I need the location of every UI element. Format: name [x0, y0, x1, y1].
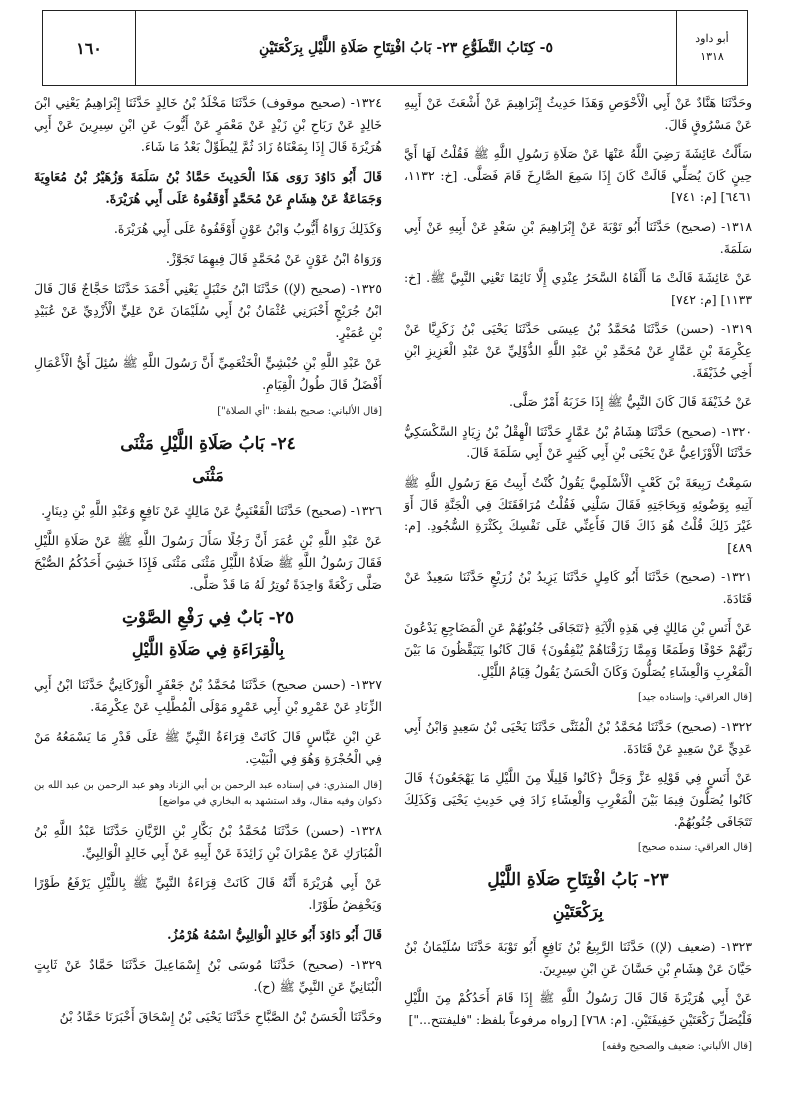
grading-note: [قال العراقي: وإسناده جيد] — [637, 692, 752, 704]
hadith-isnad: ١٣٢٧- (حسن صحيح) حَدَّثَنَا مُحَمَّدُ بْنُ جَعْفَرٍ الْوَرْكَانِيُّ حَدَّثَنَا ابْنُ أَبِي الزِّنَادِ عَنْ عَمْرِو بْنِ أَبِي عَمْرٍو مَوْلَى الْمُطَّلِبِ عَنْ عِكْرِمَةَ. — [34, 677, 382, 714]
author-comment: قَالَ أَبُو دَاوُدَ أَبُو خَالِدٍ الْوَالِبِيُّ اسْمُهُ هُرْمُزُ. — [167, 927, 382, 942]
hadith-text: عَنْ أَنَسٍ فِي قَوْلِهِ عَزَّ وَجَلَّ ﴿كَانُوا قَلِيلًا مِنَ اللَّيْلِ مَا يَهْجَعُونَ﴾ قَالَ كَانُوا يُصَلُّونَ فِيمَا بَيْنَ الْمَغْرِبِ وَالْعِشَاءِ زَادَ فِي حَدِيثِ يَحْيَى وَكَذَلِكَ تَتَجَافَى جُنُوبُهُمْ. — [404, 770, 752, 829]
hadith-isnad: ١٣٢١- (صحيح) حَدَّثَنَا أَبُو كَامِلٍ حَدَّثَنَا يَزِيدُ بْنُ زُرَيْعٍ حَدَّثَنَا سَعِيدٌ عَنْ قَتَادَةَ. — [404, 569, 752, 606]
hadith-text: عَنْ عَائِشَةَ قَالَتْ مَا أَلْفَاهُ السَّحَرُ عِنْدِي إِلَّا نَائِمًا تَعْنِي النَّبِيَّ ﷺ. [خ: ١١٣٣] [م: ٧٤٢] — [404, 270, 752, 307]
chapter-heading: ٢٥- بَابٌ فِي رَفْعِ الصَّوْتِ — [121, 608, 295, 628]
header-book-name: أبو داود — [695, 32, 729, 45]
hadith-text: عَنْ أَنَسِ بْنِ مَالِكٍ فِي هَذِهِ الْآيَةِ ﴿تَتَجَافَى جُنُوبُهُمْ عَنِ الْمَضَاجِعِ يَدْعُونَ رَبَّهُمْ خَوْفًا وَطَمَعًا وَمِمَّا رَزَقْنَاهُمْ يُنْفِقُونَ﴾ قَالَ كَانُوا يَتَيَقَّظُونَ مَا بَيْنَ الْمَغْرِبِ وَالْعِشَاءِ يُصَلُّونَ وَكَانَ الْحَسَنُ يَقُولُ قِيَامُ اللَّيْلِ. — [404, 620, 752, 679]
running-header — [42, 10, 748, 86]
grading-note: [قال المنذري: في إسناده عبد الرحمن بن أبي الزناد وهو عبد الرحمن بن عبد الله بن ذكوان وفيه مقال، وقد استشهد به البخاري في مواضع] — [34, 780, 382, 807]
hadith-text: وَكَذَلِكَ رَوَاهُ أَيُّوبُ وَابْنُ عَوْنٍ أَوْقَفُوهُ عَلَى أَبِي هُرَيْرَةَ. — [113, 221, 382, 236]
hadith-isnad: ١٣٢٣- (ضعيف (ﻹ)) حَدَّثَنَا الرَّبِيعُ بْنُ نَافِعٍ أَبُو تَوْبَةَ حَدَّثَنَا سُلَيْمَانُ بْنُ حَيَّانَ عَنْ هِشَامِ بْنِ حَسَّانَ عَنِ ابْنِ سِيرِينَ. — [404, 939, 752, 976]
hadith-isnad: ١٣١٩- (حسن) حَدَّثَنَا مُحَمَّدُ بْنُ عِيسَى حَدَّثَنَا يَحْيَى بْنُ زَكَرِيَّا عَنْ عِكْرِمَةَ بْنِ عَمَّارٍ عَنْ مُحَمَّدِ بْنِ عَبْدِ اللَّهِ الدُّؤَلِيِّ عَنْ عَبْدِ الْعَزِيزِ ابْنِ أَخِي حُذَيْفَةَ. — [404, 321, 752, 380]
hadith-text: وَرَوَاهُ ابْنُ عَوْنٍ عَنْ مُحَمَّدٍ قَالَ فِيهِمَا تَجَوَّزْ. — [165, 251, 382, 266]
chapter-heading-continued: بِرَكْعَتَيْنِ — [552, 902, 604, 922]
chapter-heading: ٢٣- بَابُ افْتِتَاحِ صَلَاةِ اللَّيْلِ — [487, 870, 669, 891]
left-column — [34, 92, 382, 1036]
hadith-isnad: ١٣٢٦- (صحيح) حَدَّثَنَا الْقَعْنَبِيُّ عَنْ مَالِكٍ عَنْ نَافِعٍ وَعَبْدِ اللَّهِ بْنِ دِينَارٍ. — [41, 503, 382, 518]
hadith-text: عَنْ عَبْدِ اللَّهِ بْنِ حُبْشِيٍّ الْخَثْعَمِيِّ أَنَّ رَسُولَ اللَّهِ ﷺ سُئِلَ أَيُّ الْأَعْمَالِ أَفْضَلُ قَالَ طُولُ الْقِيَامِ. — [34, 355, 382, 392]
hadith-text: سَمِعْتُ رَبِيعَةَ بْنَ كَعْبٍ الْأَسْلَمِيَّ يَقُولُ كُنْتُ أَبِيتُ مَعَ رَسُولِ اللَّهِ ﷺ آتِيهِ بِوَضُوئِهِ وَبِحَاجَتِهِ فَقَالَ سَلْنِي فَقُلْتُ مُرَافَقَتَكَ فِي الْجَنَّةِ قَالَ أَوَ غَيْرَ ذَلِكَ قُلْتُ هُوَ ذَاكَ قَالَ فَأَعِنِّي عَلَى نَفْسِكَ بِكَثْرَةِ السُّجُودِ. [م: ٤٨٩] — [404, 474, 752, 555]
page-number: ١٦٠ — [43, 11, 136, 85]
header-chapter-title: ٥- كِتَابُ التَّطَوُّعِ ٢٣- بَابُ افْتِتَاحِ صَلَاةِ اللَّيْلِ بِرَكْعَتَيْنِ — [259, 40, 553, 56]
grading-note: [قال الألباني: ضعيف والصحيح وقفه] — [602, 1040, 752, 1052]
hadith-isnad: وحَدَّثَنَا الْحَسَنُ بْنُ الصَّبَّاحِ حَدَّثَنَا يَحْيَى بْنُ إِسْحَاقَ أَخْبَرَنَا حَمَّادُ بْنُ — [59, 1009, 382, 1024]
chapter-heading-continued: مَثْنَى — [192, 466, 224, 485]
hadith-isnad: ١٣٢٤- (صحيح موقوف) حَدَّثَنَا مَخْلَدُ بْنُ خَالِدٍ حَدَّثَنَا إِبْرَاهِيمُ يَعْنِي ابْنَ خَالِدٍ عَنْ رَبَاحِ بْنِ زَيْدٍ عَنْ مَعْمَرٍ عَنْ أَيُّوبَ عَنِ ابْنِ سِيرِينَ عَنْ أَبِي هُرَيْرَةَ قَالَ إِذَا بِمَعْنَاهُ زَادَ ثُمَّ لِيُطَوِّلْ بَعْدُ مَا شَاءَ. — [34, 95, 382, 154]
grading-note: [قال العراقي: سنده صحيح] — [637, 842, 752, 854]
hadith-isnad: ١٣٢٩- (صحيح) حَدَّثَنَا مُوسَى بْنُ إِسْمَاعِيلَ حَدَّثَنَا حَمَّادٌ عَنْ ثَابِتٍ الْبُنَانِيِّ عَنِ النَّبِيِّ ﷺ (ح). — [34, 957, 382, 994]
header-book-box — [676, 11, 747, 85]
hadith-text: عَنِ ابْنِ عَبَّاسٍ قَالَ كَانَتْ قِرَاءَةُ النَّبِيِّ ﷺ عَلَى قَدْرِ مَا يَسْمَعُهُ مَنْ فِي الْحُجْرَةِ وَهُوَ فِي الْبَيْتِ. — [34, 729, 382, 766]
grading-note: [قال الألباني: صحيح بلفظ: "أي الصلاة"] — [217, 406, 382, 417]
hadith-text: عَنْ حُذَيْفَةَ قَالَ كَانَ النَّبِيُّ ﷺ إِذَا حَزَبَهُ أَمْرٌ صَلَّى. — [508, 394, 752, 410]
hadith-text: عَنْ أَبِي هُرَيْرَةَ قَالَ قَالَ رَسُولُ اللَّهِ ﷺ إِذَا قَامَ أَحَدُكُمْ مِنَ اللَّيْلِ فَلْيُصَلِّ رَكْعَتَيْنِ خَفِيفَتَيْنِ. [م: ٧٦٨] [رواه مرفوعاً بلفظ: "فليفتتح..."] — [404, 990, 752, 1027]
hadith-text: سَأَلْتُ عَائِشَةَ رَضِيَ اللَّهُ عَنْهَا عَنْ صَلَاةِ رَسُولِ اللَّهِ ﷺ فَقُلْتُ لَهَا أَيَّ حِينٍ كَانَ يُصَلِّي قَالَتْ كَانَ إِذَا سَمِعَ الصَّارِخَ قَامَ فَصَلَّى. [خ: ١١٣٢، ٦٤٦١] [م: ٧٤١] — [404, 146, 752, 205]
hadith-isnad: ١٣٢٨- (حسن) حَدَّثَنَا مُحَمَّدُ بْنُ بَكَّارِ بْنِ الرَّيَّانِ حَدَّثَنَا عَبْدُ اللَّهِ بْنُ الْمُبَارَكِ عَنْ عِمْرَانَ بْنِ زَائِدَةَ عَنْ أَبِيهِ عَنْ أَبِي خَالِدٍ الْوَالِبِيِّ. — [34, 823, 382, 860]
hadith-isnad: ١٣٢٠- (صحيح) حَدَّثَنَا هِشَامُ بْنُ عَمَّارٍ حَدَّثَنَا الْهِقْلُ بْنُ زِيَادٍ السَّكْسَكِيُّ حَدَّثَنَا الْأَوْزَاعِيُّ عَنْ يَحْيَى بْنِ أَبِي كَثِيرٍ عَنْ أَبِي سَلَمَةَ قَالَ. — [404, 423, 752, 461]
chapter-heading: ٢٤- بَابُ صَلَاةِ اللَّيْلِ مَثْنَى — [120, 434, 296, 454]
header-hadith-number: ١٣١٨ — [700, 50, 724, 63]
hadith-text: عَنْ أَبِي هُرَيْرَةَ أَنَّهُ قَالَ كَانَتْ قِرَاءَةُ النَّبِيِّ ﷺ بِاللَّيْلِ يَرْفَعُ طَوْرًا وَيَخْفِضُ طَوْرًا. — [34, 875, 382, 912]
hadith-isnad: ١٣٢٢- (صحيح) حَدَّثَنَا مُحَمَّدُ بْنُ الْمُثَنَّى حَدَّثَنَا يَحْيَى بْنُ سَعِيدٍ وَابْنُ أَبِي عَدِيٍّ عَنْ سَعِيدٍ عَنْ قَتَادَةَ. — [404, 719, 752, 756]
right-column — [404, 92, 752, 1065]
hadith-isnad: ١٣٢٥- (صحيح (ﻹ)) حَدَّثَنَا ابْنُ حَنْبَلٍ يَعْنِي أَحْمَدَ حَدَّثَنَا حَجَّاجٌ قَالَ قَالَ ابْنُ جُرَيْجٍ أَخْبَرَنِي عُثْمَانُ بْنُ أَبِي سُلَيْمَانَ عَنْ عَلِيٍّ الْأَزْدِيِّ عَنْ عُبَيْدِ بْنِ عُمَيْرٍ. — [34, 281, 382, 340]
hadith-text: عَنْ عَبْدِ اللَّهِ بْنِ عُمَرَ أَنَّ رَجُلًا سَأَلَ رَسُولَ اللَّهِ ﷺ عَنْ صَلَاةِ اللَّيْلِ فَقَالَ رَسُولُ اللَّهِ ﷺ صَلَاةُ اللَّيْلِ مَثْنَى مَثْنَى فَإِذَا خَشِيَ أَحَدُكُمُ الصُّبْحَ صَلَّى رَكْعَةً وَاحِدَةً تُوتِرُ لَهُ مَا قَدْ صَلَّى. — [34, 533, 382, 592]
chapter-heading-continued: بِالْقِرَاءَةِ فِي صَلَاةِ اللَّيْلِ — [131, 640, 285, 659]
author-comment: قَالَ أَبُو دَاوُدَ رَوَى هَذَا الْحَدِيثَ حَمَّادُ بْنُ سَلَمَةَ وَزُهَيْرُ بْنُ مُعَاوِيَةَ وَجَمَاعَةٌ عَنْ هِشَامٍ عَنْ مُحَمَّدٍ أَوْقَفُوهُ عَلَى أَبِي هُرَيْرَةَ. — [34, 169, 382, 206]
hadith-text: وحَدَّثَنَا هَنَّادٌ عَنْ أَبِي الْأَحْوَصِ وَهَذَا حَدِيثُ إِبْرَاهِيمَ عَنْ أَشْعَثَ عَنْ أَبِيهِ عَنْ مَسْرُوقٍ قَالَ. — [404, 95, 752, 132]
hadith-isnad: ١٣١٨- (صحيح) حَدَّثَنَا أَبُو تَوْبَةَ عَنْ إِبْرَاهِيمَ بْنِ سَعْدٍ عَنْ أَبِيهِ عَنْ أَبِي سَلَمَةَ. — [404, 218, 752, 256]
